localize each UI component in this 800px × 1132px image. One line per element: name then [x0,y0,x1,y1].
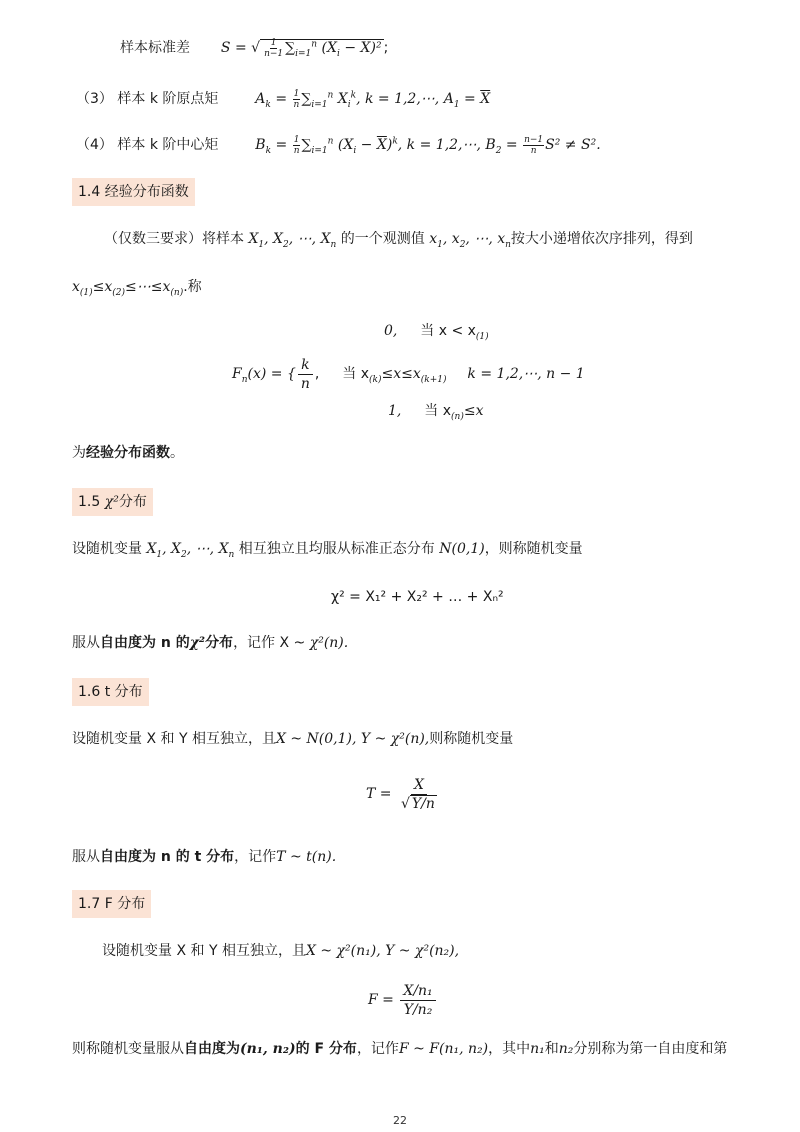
p17-line2 [72,1038,727,1060]
item3-tail: , k = 1,2,⋯, A [356,91,454,107]
p16-2-text-a: 服从 [72,849,100,865]
p15-text-c: ，则称随机变量 [484,541,583,557]
p15-text-b: 相互独立且均服从标准正态分布 [238,541,435,557]
section-1-6-heading [72,678,149,706]
item4-line: （4） 样本 k 阶中心矩 $B_k$ = $\frac{1}{n}$ $\sum_{i=1}^n$ $(X_i - \overline{X})^k$, k = 1,2,⋯, $B_2$ = $\frac{n-1}{n}$ S² ≠ S². [76,134,601,156]
p17-2-n2: n₂ [558,1041,574,1057]
t-formula: T = $\frac{X}{√ Y/n}$ [366,776,435,812]
t-formula-den: Y/n [411,795,435,812]
p14-3-text-b: 。 [170,445,184,461]
p14-text-b: 的一个观测值 [340,231,425,247]
p14-line2: $x_{(1)}\le x_{(2)}\le\cdots\le x_{(n)}$.称 [72,279,202,298]
p17-2-bold-a: 自由度为 [184,1041,240,1057]
ecdf-case2-cond: 当 x [342,366,370,382]
p16-math: X ~ N(0,1), Y ~ χ²(n), [275,731,430,747]
p17-2-text-b: ，记作 [356,1041,399,1057]
p17-line1 [102,940,459,962]
f-formula-num: X/n₁ [400,982,435,1001]
item3-formula: A [255,91,266,107]
t-formula-lhs: T = [366,786,392,802]
p14-text-a: （仅数三要求）将样本 [104,231,244,247]
f-formula-den: Y/n₂ [403,1001,433,1018]
sample-std-tail: ; [383,40,389,56]
sample-std-lhs: S [220,40,231,56]
item4-tail-end: S² ≠ S². [545,137,601,153]
p16-line2 [72,846,336,868]
section-1-5-title: 分布 [118,494,147,510]
item3-line: （3） 样本 k 阶原点矩 $A_k$ = $\frac{1}{n}$ $\sum_{i=1}^n$ $X_i^k$, k = 1,2,⋯, $A_1 = \overline{X}$ [76,88,491,110]
ecdf-case1-cond: 当 x < x [420,323,476,339]
item3-num: （3） [76,91,113,107]
item4-label: 样本 k 阶中心矩 [117,137,219,153]
p14-text-c: 按大小递增依次序排列，得到 [510,231,693,247]
p16-2-math: T ~ t(n). [276,849,337,865]
p15-2-bold-a: 自由度为 n 的 [100,635,190,651]
section-1-4-heading [72,178,195,206]
item3-tail-end: = [459,91,481,107]
section-1-7-title: 1.7 F 分布 [78,896,146,912]
section-1-5-heading: 1.5 χ²分布 [72,488,153,516]
t-formula-num: X [411,776,427,795]
sample-std-eq: = [234,40,247,56]
p16-text-b: 则称随机变量 [429,731,514,747]
ecdf-case3: 1, 当 $x_{(n)}\le x$ [388,403,484,422]
section-1-4-title: 1.4 经验分布函数 [78,184,189,200]
chi-formula-text: χ² = X₁² + X₂² + … + Xₙ² [331,589,504,605]
p17-2-bold-math: (n₁, n₂) [240,1041,296,1057]
p14-line1: （仅数三要求）将样本 $X_1$, $X_2$, ⋯, $X_n$ 的一个观测值 $x_1$, $x_2$, ⋯, $x_n$按大小递增依次序排列，得到 [104,231,693,250]
p15-text-a: 设随机变量 [72,541,142,557]
ecdf-case2-range: k = 1,2,⋯, n − 1 [467,366,585,382]
p16-line1 [72,728,513,750]
p17-2-n1: n₁ [530,1041,545,1057]
ecdf-case3-cond: 当 x [424,403,452,419]
p15-2-bold-b: 分布 [205,635,234,651]
sample-std-label: 样本标准差 [120,40,190,56]
page-number: 22 [393,1114,407,1127]
ecdf-case1: 0, 当 $x < x_{(1)}$ [384,323,489,342]
f-formula [368,978,438,1022]
ecdf-fn-lhs: F [232,366,242,382]
p15-2-text-b: ，记作 X ~ [233,635,310,651]
section-1-6-title: 1.6 t 分布 [78,684,143,700]
item3-label: 样本 k 阶原点矩 [117,91,219,107]
item4-num: （4） [76,137,113,153]
p17-2-text-e: 分别称为第一自由度和第 [573,1041,728,1057]
ecdf-case2: $F_n(x)$ = { $\frac{k}{n}$ , 当 $x_{(k)}\le x\le x_{(k+1)}$ k = 1,2,⋯, n − 1 [232,356,585,392]
item4-formula: B [255,137,266,153]
p16-text-a: 设随机变量 X 和 Y 相互独立，且 [72,731,276,747]
ecdf-case1-val: 0, [384,323,398,339]
p17-2-text-d: 和 [544,1041,559,1057]
p15-line1: 设随机变量 $X_1$, $X_2$, ⋯, $X_n$ 相互独立且均服从标准正态分布 N(0,1)，则称随机变量 [72,541,583,560]
p16-2-text-b: ，记作 [234,849,277,865]
p15-2-text-c: χ²(n). [309,635,349,651]
p14-line3 [72,442,184,464]
item4-tail: , k = 1,2,⋯, B [397,137,496,153]
p17-2-text-a: 则称随机变量服从 [72,1041,184,1057]
p17-text-a: 设随机变量 X 和 Y 相互独立，且 [102,943,306,959]
p14-3-text-a: 为 [72,445,86,461]
p15-line2: 服从自由度为 n 的χ²分布，记作 X ~ χ²(n). [72,635,349,651]
p17-math: X ~ χ²(n₁), Y ~ χ²(n₂), [305,943,460,959]
ecdf-fn-mid: (x) = { [247,366,296,382]
p17-2-math: F ~ F(n₁, n₂) [398,1041,489,1057]
section-1-5-num: 1.5 [78,494,101,510]
f-formula-lhs: F = [368,992,394,1008]
chi-formula [331,586,504,608]
p15-2-text-a: 服从 [72,635,100,651]
p17-2-text-c: ，其中 [488,1041,531,1057]
p17-2-bold-b: 的 F 分布 [295,1041,357,1057]
p14-3-bold: 经验分布函数 [86,445,170,461]
p16-2-bold: 自由度为 n 的 t 分布 [100,849,235,865]
sample-std-line: 样本标准差 S = √ $\frac{1}{n-1}$ $\sum_{i=1}^n$ $(X_i - \overline{X})^2$ ; [120,37,389,59]
section-1-7-heading [72,890,151,918]
ecdf-case3-val: 1, [388,403,402,419]
p14-text: .称 [183,279,202,295]
